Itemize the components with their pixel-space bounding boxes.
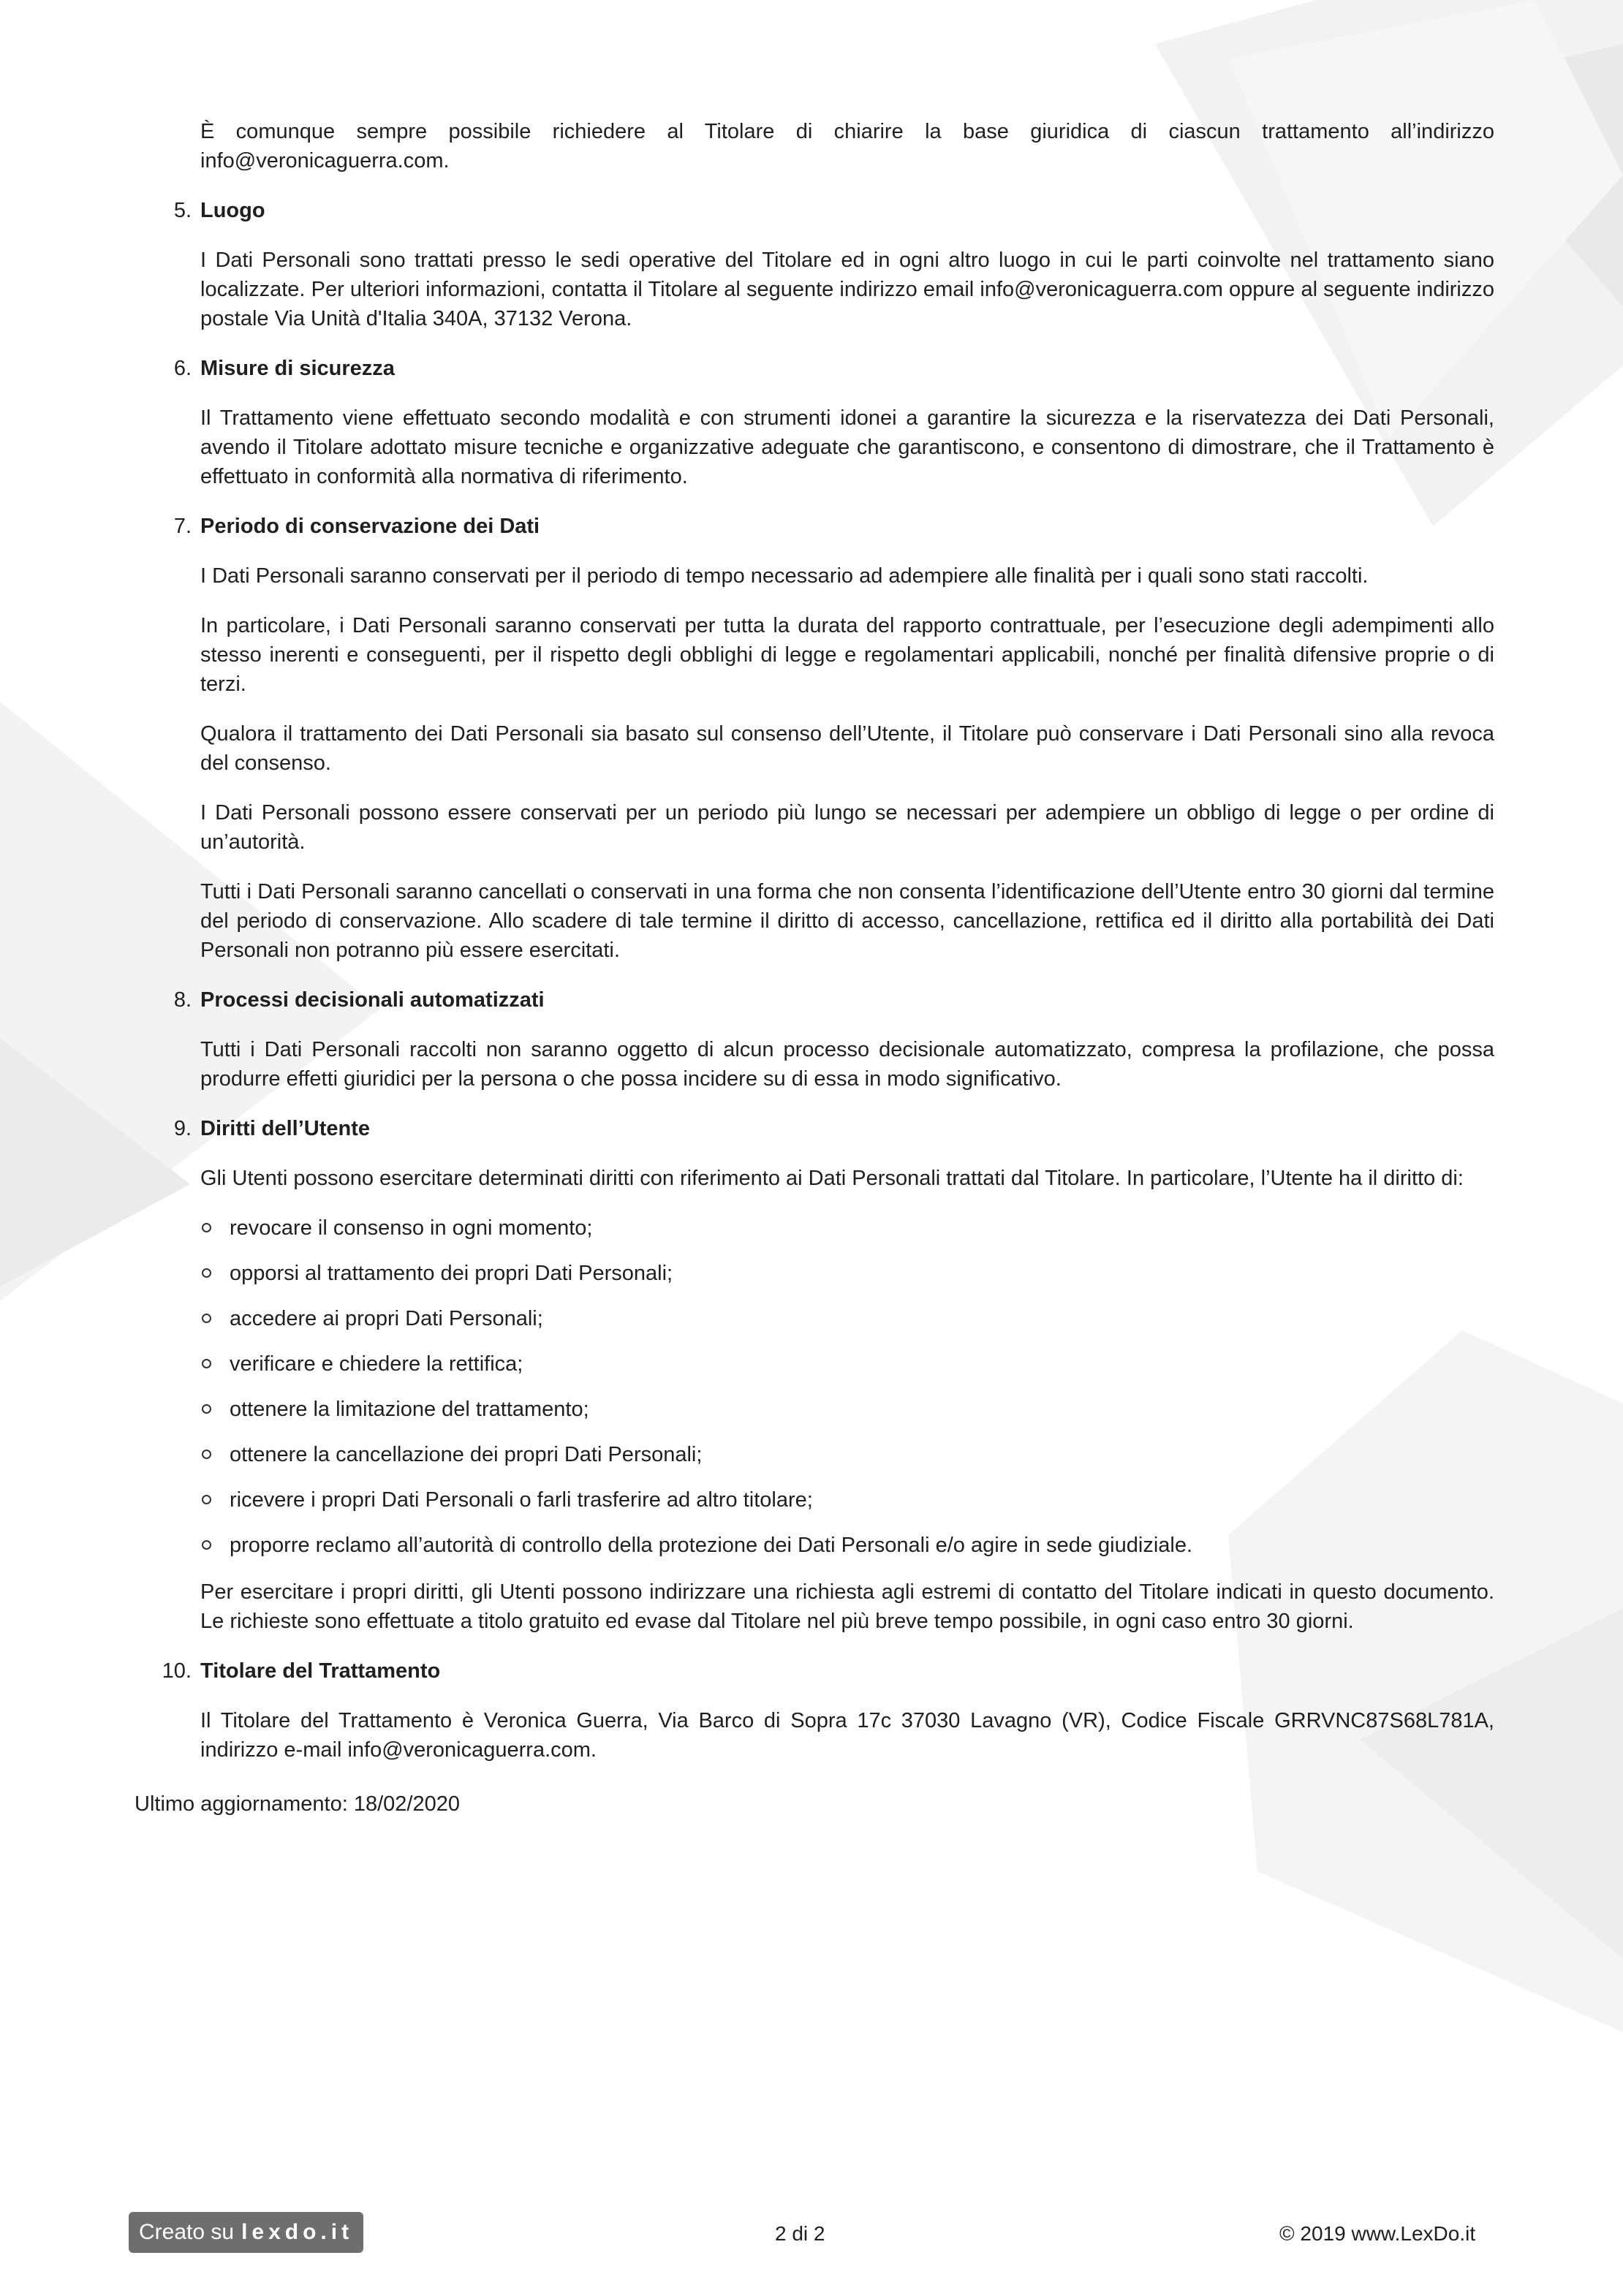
section-paragraph: Per esercitare i propri diritti, gli Utenti possono indirizzare una richiesta agli estremi di contatto del Titolare indicati in questo documento. Le richieste sono effettuate a titolo gratuito ed evase dal Titolare nel più breve tempo possibile, in ogni caso entro 30 giorni.	[200, 1580, 1494, 1633]
section-title: Titolare del Trattamento	[200, 1659, 441, 1683]
list-item: verificare e chiedere la rettifica;	[200, 1349, 1494, 1379]
list-item: opporsi al trattamento dei propri Dati Personali;	[200, 1259, 1494, 1288]
rights-list	[200, 1213, 1494, 1560]
section-paragraph: Tutti i Dati Personali saranno cancellati o conservati in una forma che non consenta l’identificazione dell’Utente entro 30 giorni dal termine del periodo di conservazione. Allo scadere di tale termine il diritto di accesso, cancellazione, rettifica ed il diritto alla portabilità dei Dati Personali non potranno più essere esercitati.	[200, 880, 1494, 962]
last-updated: Ultimo aggiornamento: 18/02/2020	[135, 1792, 460, 1816]
section-number: 6.	[173, 357, 192, 380]
list-item: accedere ai propri Dati Personali;	[200, 1304, 1494, 1333]
section-number: 5.	[173, 199, 192, 222]
section-number: 10.	[162, 1659, 192, 1683]
lexdo-logo: lexdo.it	[241, 2220, 354, 2244]
document-body	[135, 117, 1494, 1819]
section-paragraph: Il Titolare del Trattamento è Veronica Guerra, Via Barco di Sopra 17c 37030 Lavagno (VR), Codice Fiscale GRRVNC87S68L781A, indirizzo e-mail info@veronicaguerra.com.	[200, 1709, 1494, 1762]
section-8	[135, 985, 1494, 1094]
section-paragraph: I Dati Personali possono essere conservati per un periodo più lungo se necessari per adempiere un obbligo di legge o per ordine di un’autorità.	[200, 801, 1494, 854]
section-title: Misure di sicurezza	[200, 357, 395, 380]
section-number: 8.	[173, 988, 192, 1012]
section-heading	[135, 1656, 1494, 1686]
section-paragraph: I Dati Personali saranno conservati per il periodo di tempo necessario ad adempiere alle finalità per i quali sono stati raccolti.	[200, 564, 1369, 588]
section-paragraph: In particolare, i Dati Personali saranno conservati per tutta la durata del rapporto contrattuale, per l’esecuzione degli adempimenti allo stesso inerenti e conseguenti, per il rispetto degli obblighi di legge e regolamentari applicabili, nonché per finalità difensive proprie o di terzi.	[200, 614, 1494, 696]
section-10	[135, 1656, 1494, 1765]
creato-su-lexdo-badge[interactable]	[129, 2212, 363, 2253]
section-heading	[135, 512, 1494, 541]
section-number: 9.	[173, 1117, 192, 1140]
section-title: Periodo di conservazione dei Dati	[200, 515, 540, 538]
section-heading	[135, 354, 1494, 383]
section-5	[135, 196, 1494, 333]
list-item: proporre reclamo all’autorità di controllo della protezione dei Dati Personali e/o agire in sede giudiziale.	[200, 1531, 1494, 1560]
list-item: ottenere la cancellazione dei propri Dati Personali;	[200, 1440, 1494, 1469]
page-number: 2 di 2	[775, 2222, 825, 2245]
intro-paragraph: È comunque sempre possibile richiedere al Titolare di chiarire la base giuridica di ciascun trattamento all’indirizzo info@veronicaguerra.com.	[200, 120, 1494, 173]
copyright: © 2019 www.LexDo.it	[1279, 2222, 1476, 2245]
section-paragraph: Gli Utenti possono esercitare determinati diritti con riferimento ai Dati Personali trattati dal Titolare. In particolare, l’Utente ha il diritto di:	[200, 1167, 1464, 1190]
section-paragraph: Qualora il trattamento dei Dati Personali sia basato sul consenso dell’Utente, il Titolare può conservare i Dati Personali sino alla revoca del consenso.	[200, 722, 1494, 775]
section-number: 7.	[173, 515, 192, 538]
sections-container	[135, 196, 1494, 1765]
list-item: ricevere i propri Dati Personali o farli trasferire ad altro titolare;	[200, 1485, 1494, 1515]
section-heading	[135, 1114, 1494, 1143]
list-item: revocare il consenso in ogni momento;	[200, 1213, 1494, 1243]
section-6	[135, 354, 1494, 491]
list-item: ottenere la limitazione del trattamento;	[200, 1395, 1494, 1424]
section-9	[135, 1114, 1494, 1636]
section-paragraph: Tutti i Dati Personali raccolti non saranno oggetto di alcun processo decisionale automatizzato, compresa la profilazione, che possa produrre effetti giuridici per la persona o che possa incidere su di essa in modo significativo.	[200, 1038, 1494, 1091]
section-title: Processi decisionali automatizzati	[200, 988, 545, 1012]
section-heading	[135, 985, 1494, 1015]
section-7	[135, 512, 1494, 965]
section-heading	[135, 196, 1494, 225]
brand-prefix: Creato su	[139, 2220, 235, 2244]
section-title: Diritti dell’Utente	[200, 1117, 371, 1140]
section-paragraph: I Dati Personali sono trattati presso le sedi operative del Titolare ed in ogni altro luogo in cui le parti coinvolte nel trattamento siano localizzate. Per ulteriori informazioni, contatta il Titolare al seguente indirizzo email info@veronicaguerra.com oppure al seguente indirizzo postale Via Unità d'Italia 340A, 37132 Verona.	[200, 249, 1494, 330]
section-title: Luogo	[200, 199, 265, 222]
section-paragraph: Il Trattamento viene effettuato secondo modalità e con strumenti idonei a garantire la sicurezza e la riservatezza dei Dati Personali, avendo il Titolare adottato misure tecniche e organizzative adeguate che garantiscono, e consentono di dimostrare, che il Trattamento è effettuato in conformità alla normativa di riferimento.	[200, 406, 1494, 488]
